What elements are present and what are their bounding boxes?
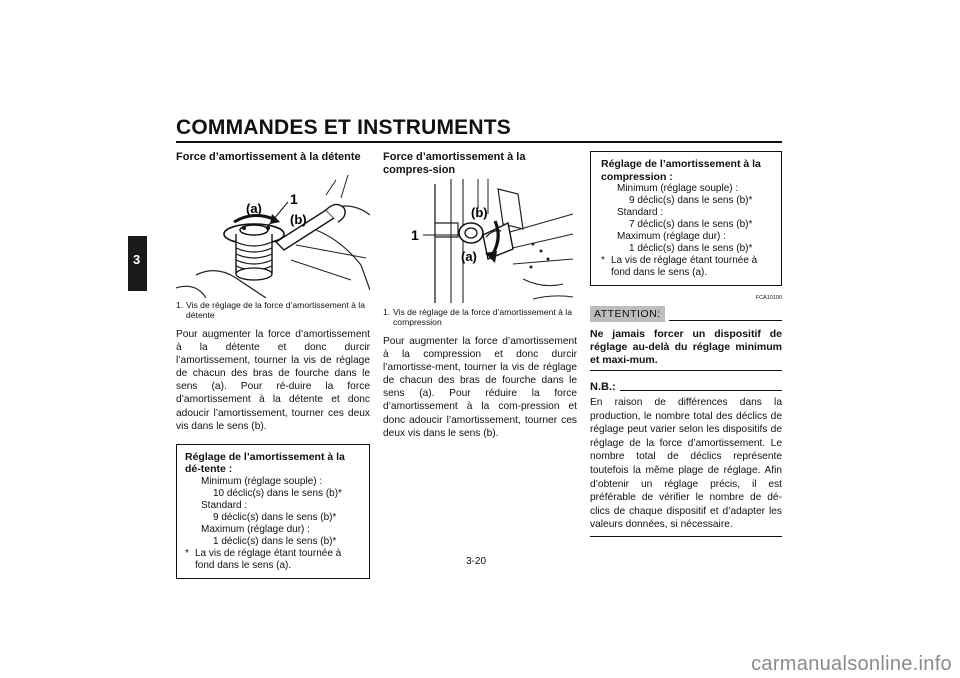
compression-spec-note — [601, 255, 775, 279]
rebound-body: Pour augmenter la force d’amortissement à la détente et donc durcir l’amortissement, tourner la vis de réglage de chacun des bras de fourche dans le sens (a). Pour ré-duire la force d’amortissement à la détente et donc adoucir l’amortissement, tourner ces deux vis dans le sens (b). — [176, 329, 370, 432]
compression-illustration — [383, 179, 577, 303]
nb-label: N.B.: — [590, 381, 616, 393]
rebound-spec-max-value: 1 déclic(s) dans le sens (b)* — [213, 535, 337, 547]
rebound-spec-std-label: Standard : — [201, 499, 248, 511]
watermark: carmanualsonline.info — [751, 653, 952, 675]
rebound-spec-min-value: 10 déclic(s) dans le sens (b)* — [213, 487, 342, 499]
rebound-spec-note-text: La vis de réglage étant tournée à fond dans le sens (a). — [195, 547, 342, 571]
attention-rule — [669, 320, 782, 321]
nb-text: En raison de différences dans la production, le nombre total des déclics de réglage peut varier selon les dispositifs de réglage de la force d’amortissement. Le nombre total de déclics représente toutefois la même plage de réglage. Afin d’obtenir un réglage précis, il est préférable de vérifier le nombre de dé-clics de chaque dispositif et d’adapter les valeurs données, si nécessaire. — [590, 397, 782, 531]
compression-label-a: (a) — [461, 249, 477, 264]
rebound-spec-max-label: Maximum (réglage dur) : — [201, 523, 310, 535]
rebound-spec-min-label: Minimum (réglage souple) : — [201, 475, 323, 487]
page-title: COMMANDES ET INSTRUMENTS — [176, 116, 511, 139]
compression-spec-max-value: 1 déclic(s) dans le sens (b)* — [629, 243, 753, 254]
compression-spec-std-value: 7 déclic(s) dans le sens (b)* — [629, 219, 753, 230]
rebound-spec-std-value: 9 déclic(s) dans le sens (b)* — [213, 511, 337, 523]
rebound-spec-box — [176, 444, 370, 579]
rebound-label-1: 1 — [290, 191, 298, 207]
attention-label: ATTENTION: — [590, 306, 665, 322]
column-compression — [383, 151, 577, 440]
nb-header — [590, 381, 782, 393]
compression-spec-note-star: * — [601, 255, 605, 266]
compression-label-1: 1 — [411, 227, 419, 243]
rebound-spec-note-star: * — [185, 547, 189, 559]
compression-caption — [383, 307, 577, 327]
rebound-illustration — [176, 170, 370, 298]
rebound-heading: Force d’amortissement à la détente — [176, 151, 361, 163]
rebound-spec-note — [185, 548, 363, 572]
rebound-caption-number: 1. — [176, 300, 184, 310]
rebound-figure — [176, 170, 370, 298]
compression-spec-max-label: Maximum (réglage dur) : — [617, 231, 726, 242]
compression-spec-min-value: 9 déclic(s) dans le sens (b)* — [629, 195, 753, 206]
compression-spec-min-label: Minimum (réglage souple) : — [617, 183, 739, 194]
column-rebound — [176, 151, 370, 579]
compression-heading: Force d’amortissement à la compres-sion — [383, 151, 526, 176]
compression-spec-title: Réglage de l’amortissement à la compression : — [601, 158, 761, 183]
rebound-caption-text: Vis de réglage de la force d’amortissement à la détente — [186, 300, 365, 320]
compression-label-b: (b) — [471, 205, 488, 220]
chapter-tab-number: 3 — [133, 252, 141, 267]
compression-spec-box — [590, 151, 782, 286]
rebound-spec-title: Réglage de l’amortissement à la dé-tente : — [185, 450, 345, 476]
column-notes — [590, 151, 782, 537]
header-rule — [176, 141, 782, 143]
nb-bottom-rule — [590, 536, 782, 537]
rebound-label-b: (b) — [290, 212, 307, 227]
compression-spec-std-label: Standard : — [617, 207, 664, 218]
compression-figure — [383, 179, 577, 303]
nb-rule — [620, 390, 782, 391]
attention-header — [590, 306, 782, 322]
compression-caption-number: 1. — [383, 307, 391, 317]
rebound-caption — [176, 300, 370, 320]
attention-text: Ne jamais forcer un dispositif de réglage au-delà du réglage minimum et maxi-mum. — [590, 328, 782, 366]
compression-caption-text: Vis de réglage de la force d’amortissement à la compression — [393, 307, 572, 327]
rebound-label-a: (a) — [246, 201, 262, 216]
page-number: 3-20 — [466, 556, 487, 567]
compression-spec-note-text: La vis de réglage étant tournée à fond dans le sens (a). — [611, 255, 758, 278]
compression-body: Pour augmenter la force d’amortissement à la compression et donc durcir l’amortisse-ment, tourner la vis de réglage de chacun des bras de fourche dans le sens (a). Pour réduire la force d’amortissement à la com-pression et donc adoucir l’amortissement, tourner ces deux vis dans le sens (b). — [383, 336, 577, 439]
attention-bottom-rule — [590, 370, 782, 371]
attention-code: FCA10100 — [755, 295, 782, 301]
